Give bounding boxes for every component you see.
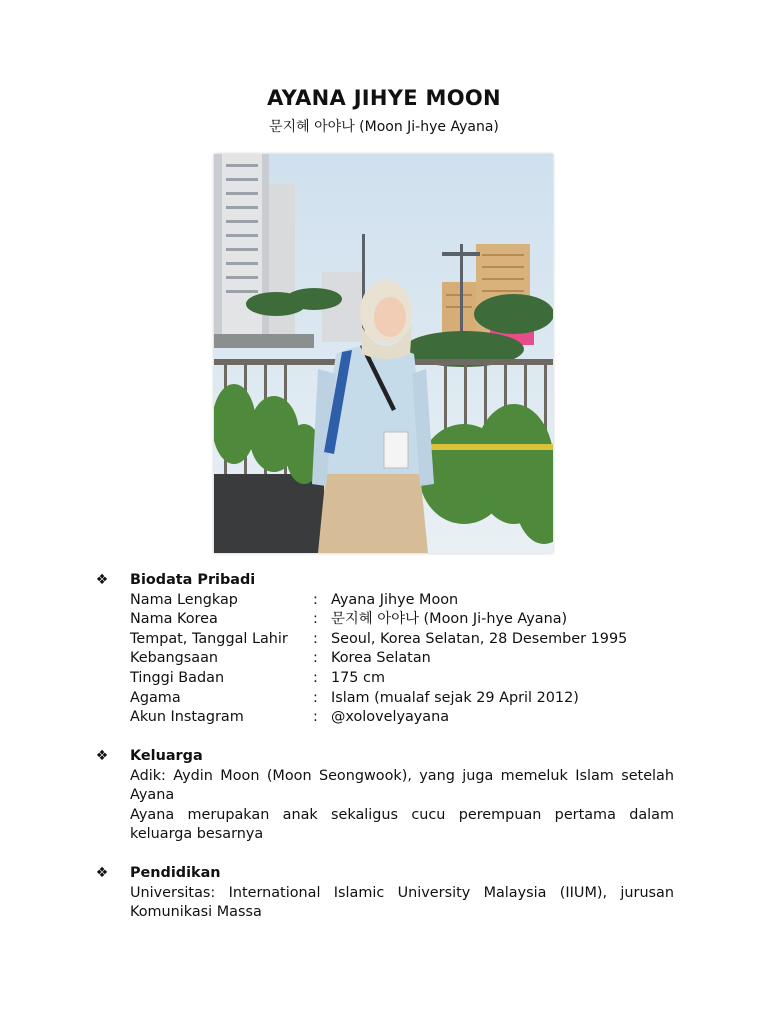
section-title-biodata: Biodata Pribadi	[130, 572, 256, 588]
section-title-keluarga: Keluarga	[130, 748, 203, 764]
section-biodata	[94, 571, 684, 728]
biodata-row	[130, 708, 684, 728]
biodata-separator: :	[313, 591, 318, 608]
pendidikan-paragraph: Universitas: International Islamic University Malaysia (IIUM), jurusan Komunikasi Massa	[130, 884, 674, 921]
biodata-value: Ayana Jihye Moon	[331, 591, 459, 608]
biodata-separator: :	[313, 669, 318, 686]
biodata-key: Agama	[130, 689, 181, 706]
biodata-key: Tempat, Tanggal Lahir	[130, 630, 288, 647]
biodata-key: Tinggi Badan	[130, 669, 225, 686]
section-pendidikan	[94, 864, 684, 923]
biodata-value: 175 cm	[331, 669, 385, 686]
diamond-bullet-icon: ❖	[95, 748, 109, 764]
section-keluarga	[94, 747, 684, 845]
biodata-separator: :	[313, 709, 318, 726]
biodata-value: @xolovelyayana	[331, 709, 450, 726]
biodata-row	[130, 610, 684, 630]
biodata-separator: :	[313, 650, 318, 667]
biodata-separator: :	[313, 611, 318, 628]
biodata-row	[130, 591, 684, 611]
section-title-pendidikan: Pendidikan	[130, 865, 221, 881]
biodata-row	[130, 649, 684, 669]
biodata-value: Korea Selatan	[331, 650, 431, 667]
biodata-separator: :	[313, 689, 318, 706]
biodata-row	[130, 689, 684, 709]
document-title: AYANA JIHYE MOON	[267, 86, 501, 110]
keluarga-paragraph: Adik: Aydin Moon (Moon Seongwook), yang juga memeluk Islam setelah Ayana	[130, 767, 674, 804]
biodata-separator: :	[313, 630, 318, 647]
biodata-key: Nama Lengkap	[130, 591, 238, 608]
biodata-key: Kebangsaan	[130, 650, 219, 667]
keluarga-paragraph: Ayana merupakan anak sekaligus cucu perempuan pertama dalam keluarga besarnya	[130, 806, 674, 843]
korean-name-subtitle: 문지혜 아야나 (Moon Ji-hye Ayana)	[269, 119, 499, 135]
biodata-value: 문지혜 아야나 (Moon Ji-hye Ayana)	[331, 611, 568, 628]
biodata-row	[130, 669, 684, 689]
diamond-bullet-icon: ❖	[95, 865, 109, 881]
biodata-key: Nama Korea	[130, 611, 218, 628]
profile-photo	[214, 154, 553, 553]
biodata-key: Akun Instagram	[130, 709, 244, 726]
diamond-bullet-icon: ❖	[95, 572, 109, 588]
biodata-row	[130, 630, 684, 650]
biodata-value: Seoul, Korea Selatan, 28 Desember 1995	[331, 630, 628, 647]
biodata-value: Islam (mualaf sejak 29 April 2012)	[331, 689, 579, 706]
profile-photo-illustration	[214, 154, 553, 553]
